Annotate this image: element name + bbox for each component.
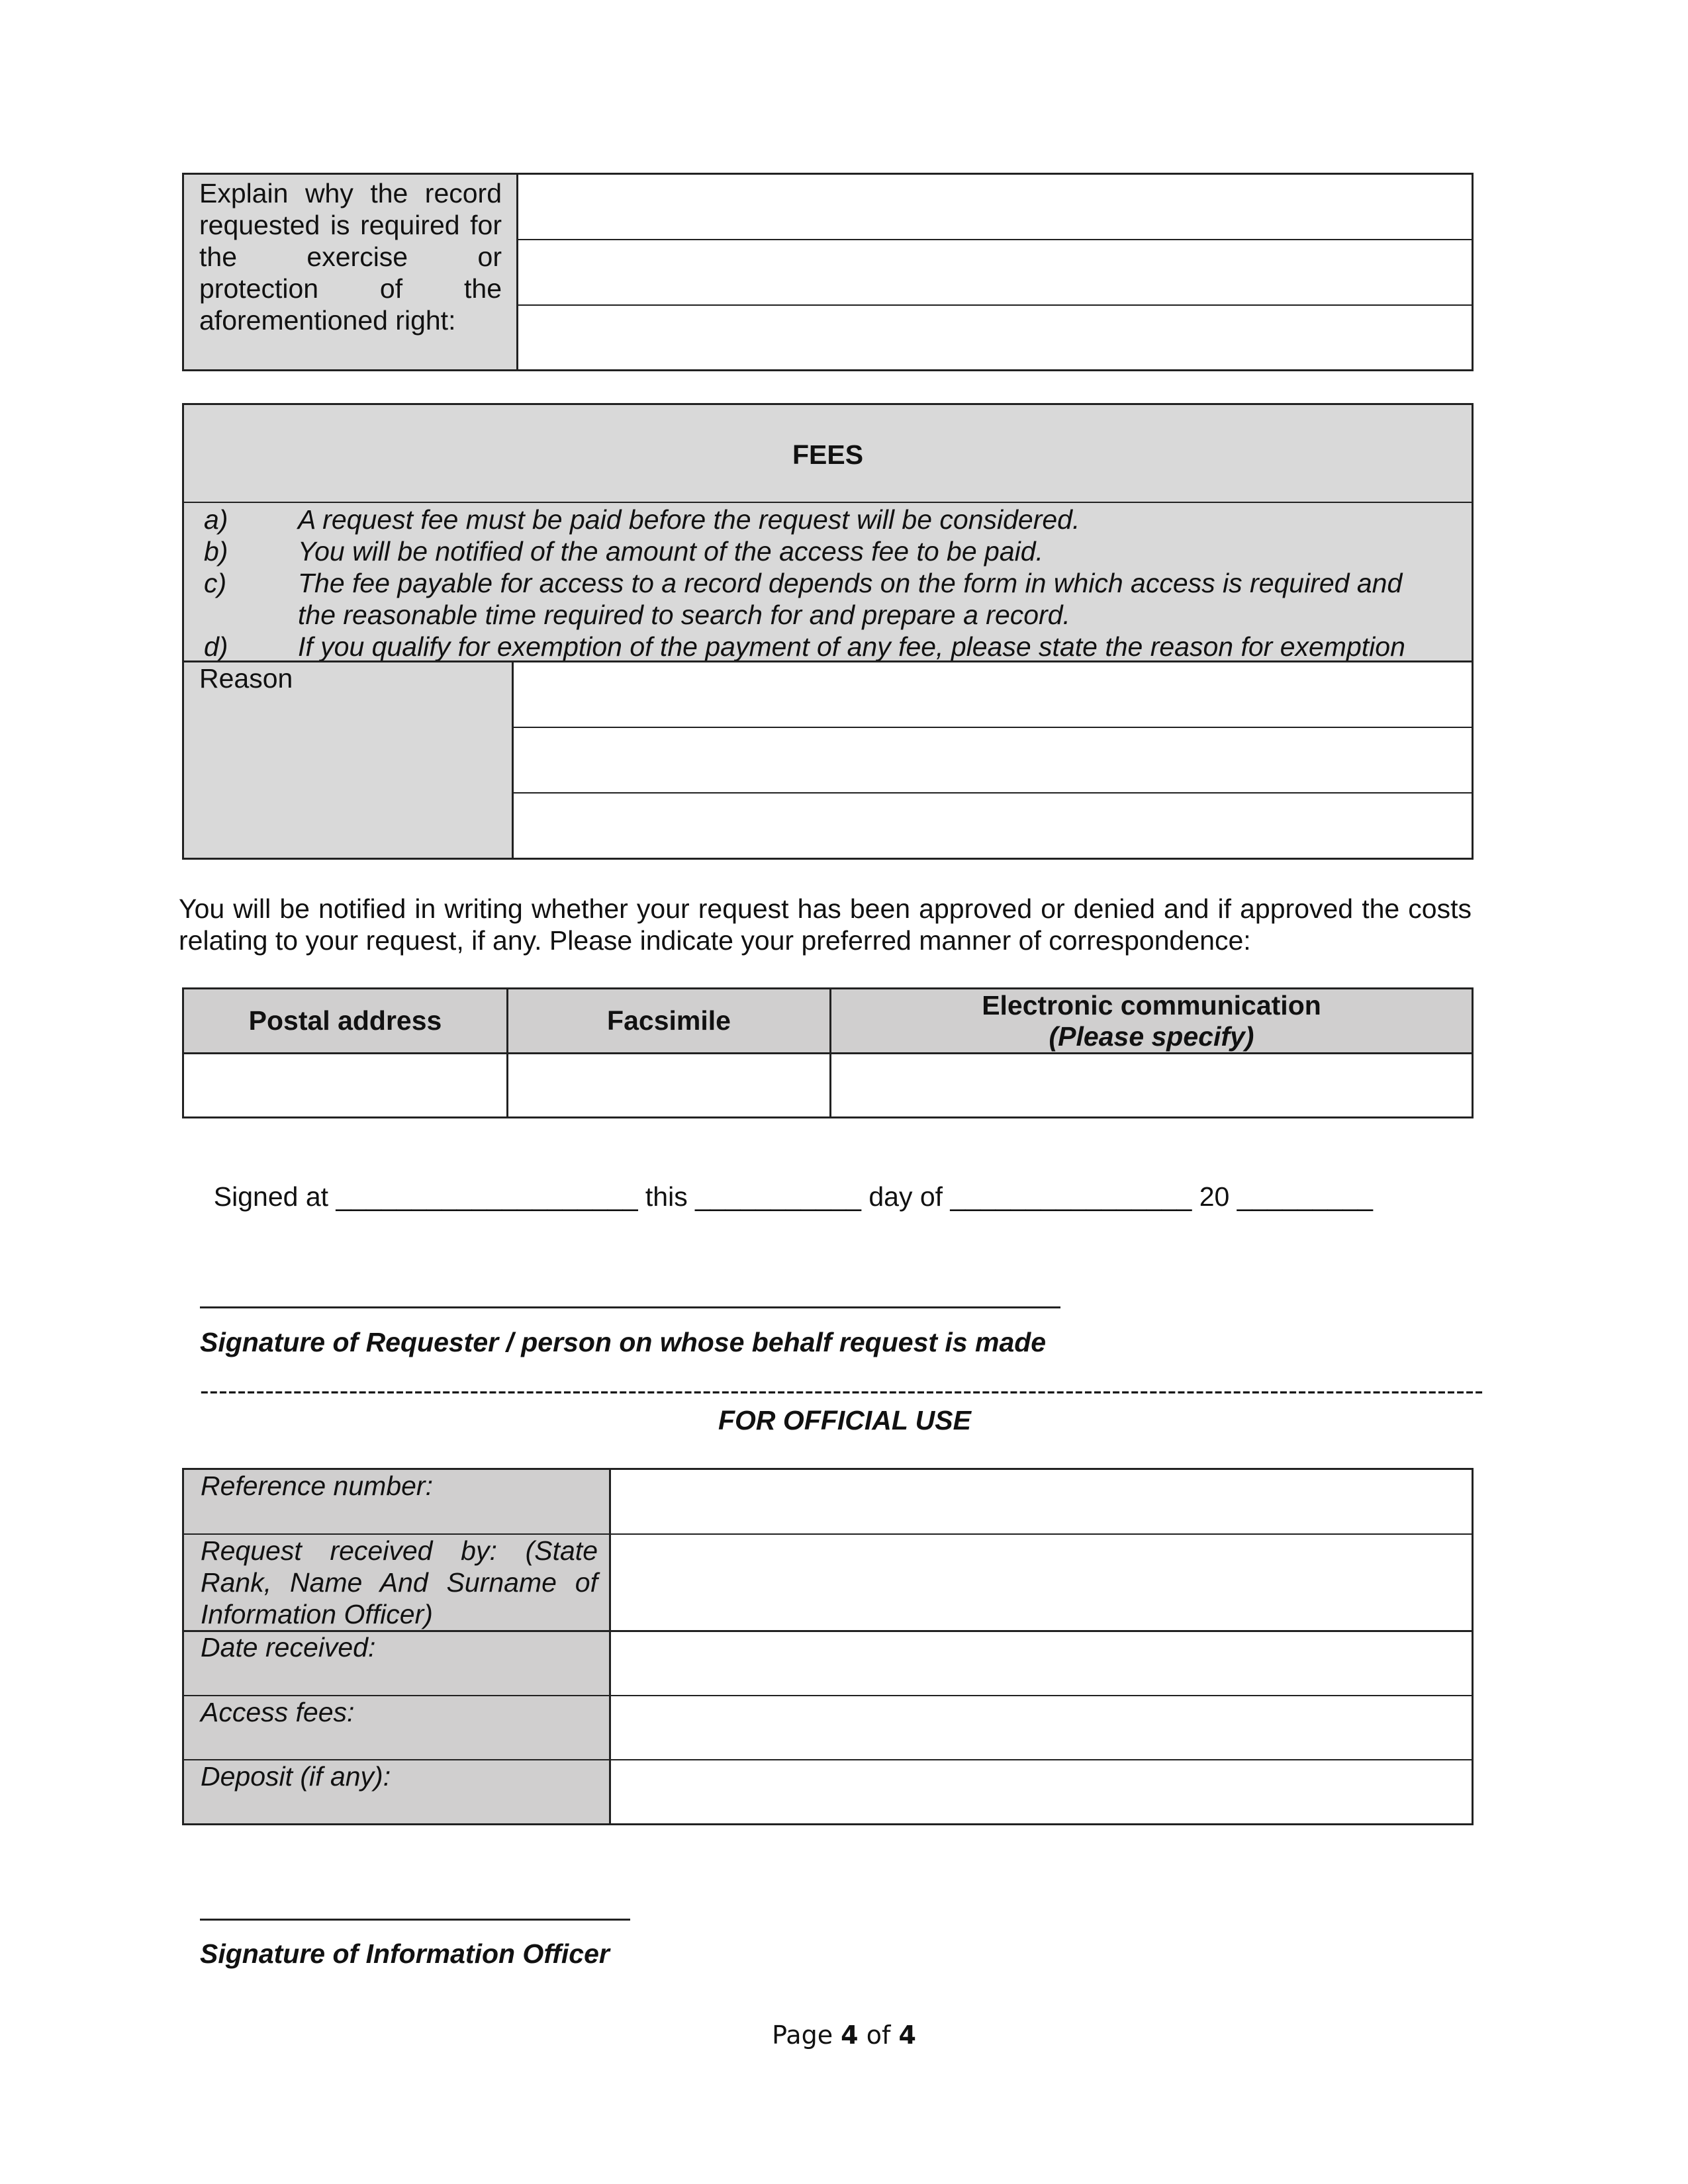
request-received-by-label: Request received by: (State Rank, Name And Surname of Information Officer): [201, 1535, 598, 1629]
officer-signature-line[interactable]: [200, 1919, 630, 1921]
electronic-option[interactable]: [831, 1054, 1472, 1116]
explain-input-1[interactable]: [518, 175, 1472, 240]
signed-month-field[interactable]: ________________: [950, 1181, 1192, 1212]
official-table: [182, 1468, 1474, 1825]
fees-table: [182, 403, 1474, 860]
signed-place-field[interactable]: ____________________: [336, 1181, 638, 1212]
fee-item-text: If you qualify for exemption of the payment of any fee, please state the reason for exemption: [298, 631, 1405, 662]
notice-text: You will be notified in writing whether your request has been approved or denied and if approved the costs relating to your request, if any. Please indicate your preferred manner of correspondence:: [179, 893, 1472, 956]
requester-signature-label: Signature of Requester / person on whose behalf request is made: [200, 1327, 1047, 1357]
fee-item-text: You will be notified of the amount of the access fee to be paid.: [298, 536, 1043, 567]
explain-input-3[interactable]: [518, 306, 1472, 369]
explain-label: Explain why the record requested is required for the exercise or protection of the aforementioned right:: [199, 178, 502, 336]
page-word: Page: [772, 2021, 833, 2050]
date-received-label: Date received:: [201, 1632, 376, 1662]
fee-item-text: A request fee must be paid before the request will be considered.: [298, 504, 1080, 535]
fee-item-label: b): [204, 536, 228, 567]
deposit-label: Deposit (if any):: [201, 1761, 391, 1792]
page-total: 4: [898, 2021, 916, 2050]
access-fees-input[interactable]: [611, 1696, 1472, 1759]
page-number: 4: [841, 2021, 859, 2050]
electronic-header: Electronic communication: [982, 990, 1321, 1021]
day-of-label: day of: [868, 1181, 943, 1212]
reference-number-input[interactable]: [611, 1470, 1472, 1533]
this-label: this: [645, 1181, 688, 1212]
of-word: of: [866, 2021, 891, 2050]
date-received-input[interactable]: [611, 1632, 1472, 1695]
access-fees-label: Access fees:: [201, 1697, 355, 1727]
fee-item-text: The fee payable for access to a record depends on the form in which access is required and the reasonable time required to search for and prepare a record.: [298, 568, 1403, 630]
explain-input-2[interactable]: [518, 240, 1472, 304]
postal-option[interactable]: [184, 1054, 506, 1116]
year-prefix: 20: [1199, 1181, 1230, 1212]
page-footer: [0, 2020, 1688, 2050]
fees-title: FEES: [792, 439, 864, 470]
request-received-by-input[interactable]: [611, 1535, 1472, 1630]
fax-option[interactable]: [508, 1054, 829, 1116]
reference-number-label: Reference number:: [201, 1471, 433, 1501]
requester-signature-line[interactable]: [200, 1306, 1060, 1308]
reason-input-1[interactable]: [514, 662, 1472, 727]
postal-header: Postal address: [248, 1005, 442, 1036]
electronic-note: (Please specify): [1049, 1021, 1254, 1052]
explain-table: [182, 173, 1474, 371]
divider: [184, 502, 1472, 503]
signed-line: [199, 1149, 1373, 1212]
signed-year-field[interactable]: _________: [1237, 1181, 1373, 1212]
correspondence-table: [182, 987, 1474, 1118]
fee-item-label: c): [204, 568, 227, 598]
reason-label: Reason: [199, 663, 293, 694]
officer-signature-label: Signature of Information Officer: [200, 1938, 610, 1969]
official-title: FOR OFFICIAL USE: [718, 1405, 971, 1435]
fee-item-label: a): [204, 504, 228, 535]
fax-header: Facsimile: [607, 1005, 731, 1036]
deposit-input[interactable]: [611, 1760, 1472, 1823]
reason-input-2[interactable]: [514, 728, 1472, 792]
fee-item-label: d): [204, 631, 228, 662]
signed-day-field[interactable]: ___________: [695, 1181, 861, 1212]
official-separator: ------------------------------------------------------------------------------------------------------------------------------------------: [200, 1375, 1484, 1406]
reason-input-3[interactable]: [514, 794, 1472, 858]
signed-at-label: Signed at: [213, 1181, 329, 1212]
